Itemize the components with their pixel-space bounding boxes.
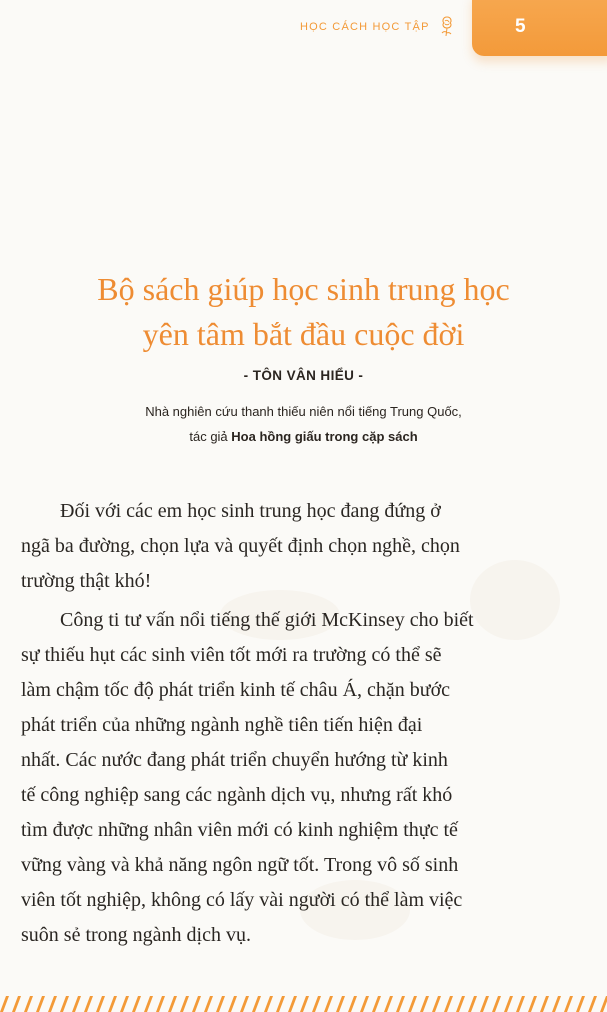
running-head: HỌC CÁCH HỌC TẬP: [300, 21, 430, 33]
chapter-title-line-1: Bộ sách giúp học sinh trung học: [97, 271, 510, 307]
body-line: ngã ba đường, chọn lựa và quyết định chọn nghề, chọn: [21, 535, 460, 557]
body-line: tìm được những nhân viên mới có kinh nghiệm thực tế: [21, 819, 458, 841]
body-line: tế công nghiệp sang các ngành dịch vụ, nhưng rất khó: [21, 784, 453, 806]
body-line: sự thiếu hụt các sinh viên tốt mới ra trường có thể sẽ: [21, 644, 442, 666]
page-number: 5: [515, 16, 526, 37]
author-description-line-1: Nhà nghiên cứu thanh thiếu niên nổi tiếng Trung Quốc,: [145, 404, 462, 419]
page-number-tab: [472, 0, 607, 56]
body-line: Công ti tư vấn nổi tiếng thế giới McKinsey cho biết: [60, 609, 474, 631]
author-description-prefix: tác giả: [189, 429, 232, 444]
chapter-title-line-2: yên tâm bắt đầu cuộc đời: [142, 316, 465, 352]
zigzag-border: [0, 992, 607, 1012]
author-name: - TÔN VÂN HIỂU -: [243, 368, 364, 383]
body-line: trường thật khó!: [21, 570, 152, 592]
body-line: phát triển của những ngành nghề tiên tiến hiện đại: [21, 714, 423, 736]
body-line: làm chậm tốc độ phát triển kinh tế châu Á, chặn bước: [21, 679, 451, 701]
body-line: Đối với các em học sinh trung học đang đứng ở: [60, 500, 441, 522]
body-line: vững vàng và khả năng ngôn ngữ tốt. Trong vô số sinh: [21, 854, 459, 876]
body-line: suôn sẻ trong ngành dịch vụ.: [21, 924, 251, 946]
body-line: viên tốt nghiệp, không có lấy vài người có thể làm việc: [21, 889, 463, 911]
book-title: Hoa hồng giấu trong cặp sách: [231, 429, 418, 444]
rose-icon: [438, 14, 456, 38]
body-line: nhất. Các nước đang phát triển chuyển hướng từ kinh: [21, 749, 448, 771]
author-description-line-2: [0, 429, 607, 444]
watermark-blob: [470, 560, 560, 640]
